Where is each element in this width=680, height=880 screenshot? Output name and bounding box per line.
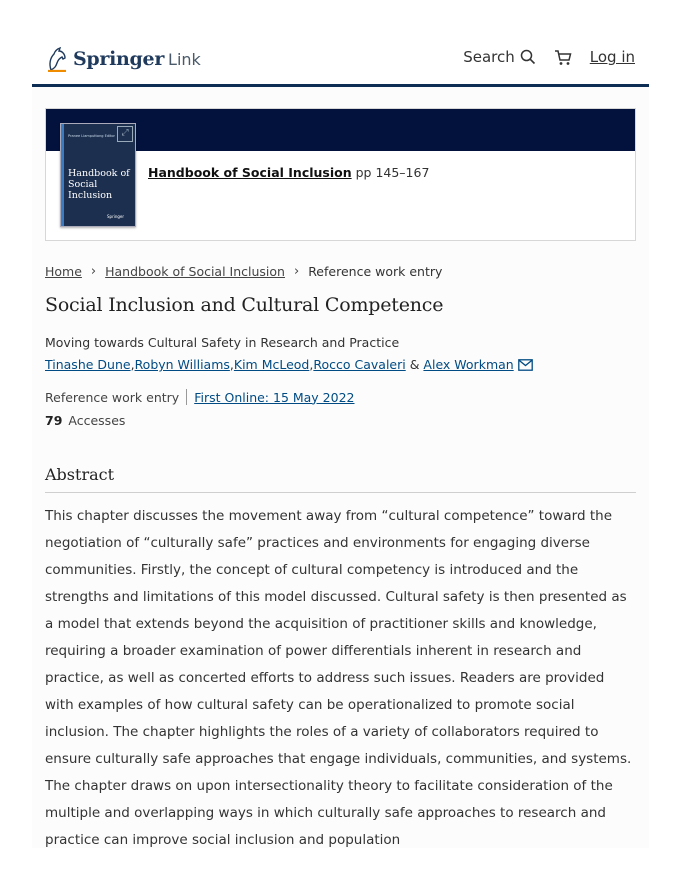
book-card — [45, 108, 636, 241]
chevron-right-icon: › — [90, 264, 97, 279]
logo-link-text: Link — [168, 49, 201, 69]
cover-publisher-text: Springer — [107, 214, 125, 219]
author-link[interactable]: Alex Workman — [423, 357, 514, 372]
first-online-link[interactable]: First Online: 15 May 2022 — [194, 389, 355, 405]
author-link[interactable]: Robyn Williams — [134, 357, 230, 372]
accesses-metric — [45, 413, 125, 428]
logo-springer-text: Springer — [73, 48, 165, 70]
header-actions — [463, 48, 635, 66]
header-divider — [32, 84, 649, 87]
page-title: Social Inclusion and Cultural Competence — [45, 294, 444, 316]
abstract-divider — [45, 492, 636, 493]
meta-divider — [186, 389, 187, 405]
email-icon[interactable] — [518, 359, 533, 371]
search-label: Search — [463, 48, 515, 66]
springer-horse-icon — [45, 46, 69, 72]
book-reference — [148, 165, 429, 180]
springer-link-logo[interactable] — [45, 45, 201, 73]
author-link[interactable]: Rocco Cavaleri — [313, 357, 406, 372]
book-pages: pp 145–167 — [355, 165, 430, 180]
book-title-link[interactable]: Handbook of Social Inclusion — [148, 165, 352, 180]
breadcrumb-current: Reference work entry — [308, 264, 443, 279]
search-button[interactable] — [463, 48, 536, 66]
chevron-right-icon: › — [293, 264, 300, 279]
breadcrumb-book[interactable]: Handbook of Social Inclusion — [105, 264, 285, 279]
cart-icon[interactable] — [554, 49, 572, 66]
entry-type: Reference work entry — [45, 389, 180, 405]
author-list: Tinashe Dune , Robyn Williams , Kim McLeod , Rocco Cavaleri & Alex Workman — [45, 357, 533, 372]
author-link[interactable]: Kim McLeod — [233, 357, 310, 372]
abstract-heading: Abstract — [45, 465, 115, 484]
article-subtitle: Moving towards Cultural Safety in Research and Practice — [45, 335, 400, 350]
accesses-label: Accesses — [68, 413, 126, 428]
author-link[interactable]: Tinashe Dune — [45, 357, 131, 372]
login-link[interactable]: Log in — [589, 48, 635, 66]
breadcrumb-home[interactable]: Home — [45, 264, 82, 279]
article-meta — [45, 389, 355, 405]
search-icon — [520, 49, 536, 65]
page — [32, 0, 649, 848]
expand-icon[interactable]: ⤢ — [117, 126, 133, 142]
accesses-count: 79 — [45, 413, 63, 428]
site-header — [32, 0, 649, 86]
cover-title-text: Handbook of Social Inclusion — [68, 168, 130, 201]
breadcrumb — [45, 264, 442, 279]
book-cover-image[interactable] — [60, 123, 136, 227]
cover-editor-text: Pranee Liamputtong Editor — [68, 134, 115, 138]
abstract-text: This chapter discusses the movement away from “cultural competence” toward the negotiation of “culturally safe” practices and environments for engaging diverse communities. Firstly, the concept of cultural competency is introduced and the strengths and limitations of this model discussed. Cultural safety is then presented as a model that extends beyond the acquisition of practitioner skills and knowledge, requiring a broader examination of power differentials inherent in research and practice, as well as concerted efforts to address such issues. Readers are provided with examples of how cultural safety can be operationalized to promote social inclusion. The chapter highlights the roles of a variety of collaborators required to ensure culturally safe approaches that engage individuals, communities, and systems. The chapter draws on upon intersectionality theory to facilitate consideration of the multiple and overlapping ways in which culturally safe approaches to research and practice can improve social inclusion and population — [45, 508, 632, 848]
